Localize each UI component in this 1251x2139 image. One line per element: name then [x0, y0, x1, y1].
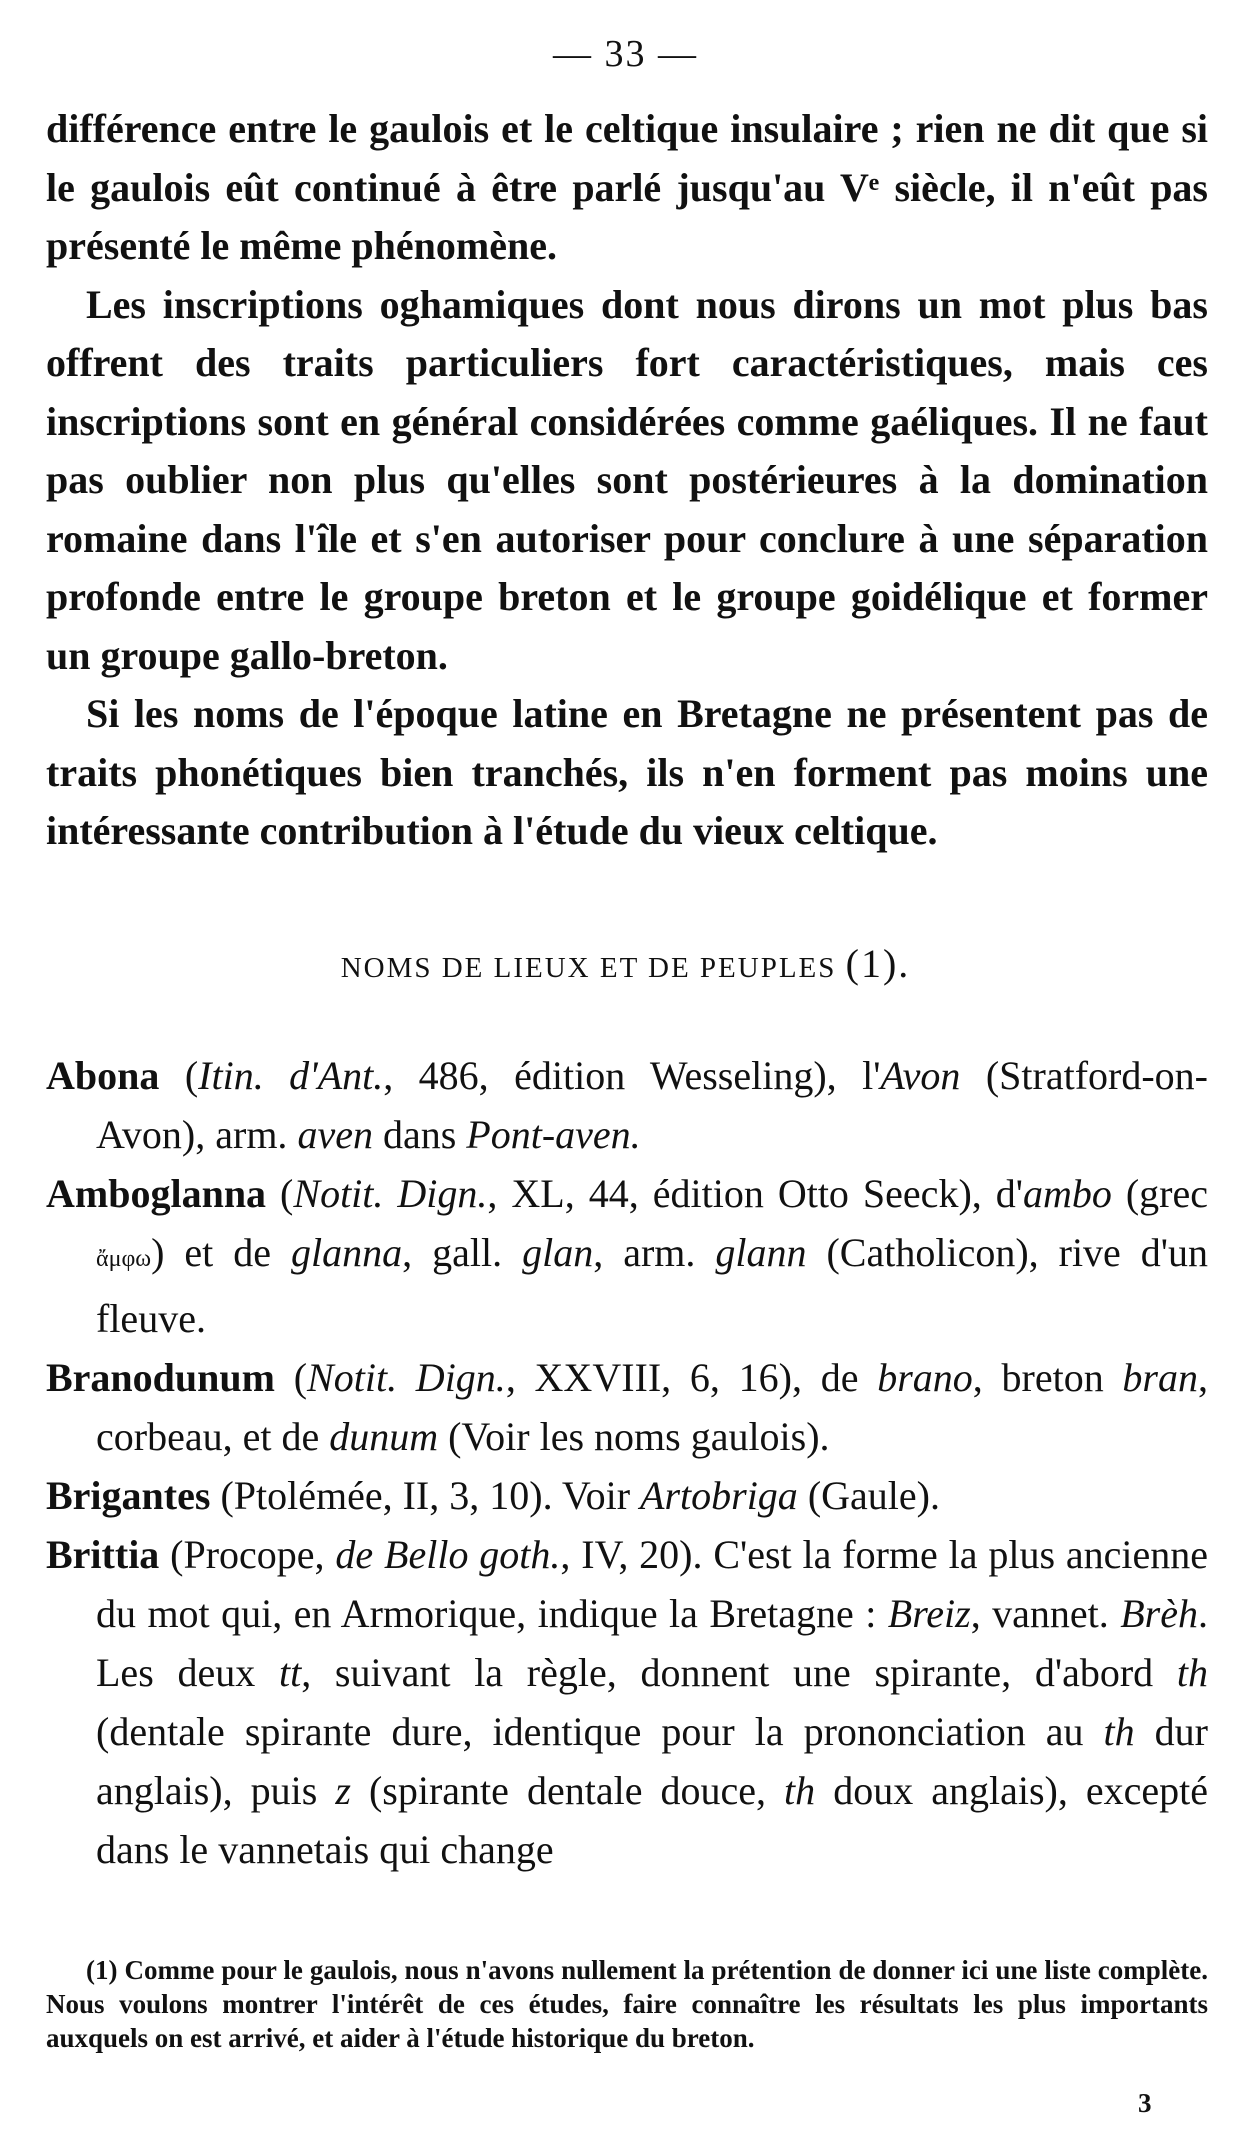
entry-text: , breton — [972, 1355, 1123, 1400]
list-item — [46, 1046, 1208, 1164]
entry-text: (Voir les noms gaulois). — [438, 1414, 830, 1459]
entry-text: (grec — [1111, 1171, 1209, 1216]
entry-text: , 486, édition Wesseling), l' — [383, 1053, 881, 1098]
list-item — [46, 1348, 1208, 1466]
entry-text: (spirante dentale douce, — [350, 1768, 785, 1813]
entry-text: (Procope, — [159, 1532, 336, 1577]
entry-text: dans — [372, 1112, 467, 1157]
entry-text: , XL, 44, édition Otto Seeck), d' — [487, 1171, 1023, 1216]
section-heading — [0, 940, 1251, 987]
italic-term: de Bello goth. — [335, 1532, 561, 1577]
italic-term: glanna — [291, 1230, 403, 1275]
list-item — [46, 1525, 1208, 1879]
entry-text: ) et de — [151, 1230, 291, 1275]
body-text — [46, 100, 1208, 861]
italic-term: Brèh — [1120, 1591, 1199, 1636]
italic-term: th — [1176, 1650, 1208, 1695]
section-title: NOMS DE LIEUX ET DE PEUPLES — [340, 952, 837, 984]
italic-term: ambo — [1022, 1171, 1112, 1216]
list-item — [46, 1164, 1208, 1348]
entry-headword: Brittia — [46, 1532, 160, 1577]
italic-term: th — [784, 1768, 816, 1813]
italic-term: Notit. Dign. — [307, 1355, 506, 1400]
list-item — [46, 1466, 1208, 1525]
italic-term: Notit. Dign. — [293, 1171, 488, 1216]
signature-mark: 3 — [1138, 2088, 1152, 2118]
entry-text: , XXVIII, 6, 16), de — [505, 1355, 878, 1400]
entry-headword: Abona — [46, 1053, 160, 1098]
italic-term: Avon — [880, 1053, 961, 1098]
entry-text: ( — [274, 1355, 308, 1400]
entry-text: , arm. — [593, 1230, 716, 1275]
italic-term: dunum — [329, 1414, 439, 1459]
entry-text: doux anglais), excepté dans le vannetais qui change — [96, 1768, 1209, 1872]
italic-term: glann — [715, 1230, 807, 1275]
italic-term: z — [335, 1768, 351, 1813]
entry-text: , IV, 20). C'est la forme la plus ancienne du mot qui, en Armorique, indique la Bretagne : — [96, 1532, 1208, 1636]
italic-term: aven — [297, 1112, 373, 1157]
italic-term: Pont-aven. — [466, 1112, 641, 1157]
entry-text: , suivant la règle, donnent une spirante, d'abord — [301, 1650, 1177, 1695]
paragraph: Si les noms de l'époque latine en Bretagne ne présentent pas de traits phonétiques bien tranchés, ils n'en forment pas moins une intéressante contribution à l'étude du vieux celtique. — [46, 691, 1208, 853]
entry-text: , corbeau, et de — [96, 1355, 1208, 1459]
entry-headword: Amboglanna — [46, 1171, 267, 1216]
entry-text: ἄμφω — [96, 1246, 152, 1272]
entry-text: , gall. — [402, 1230, 523, 1275]
entry-text: ( — [159, 1053, 199, 1098]
italic-term: glan — [522, 1230, 594, 1275]
entry-text: dur anglais), puis — [96, 1709, 1208, 1813]
italic-term: Artobriga — [640, 1473, 798, 1518]
paragraph: Les inscriptions oghamiques dont nous dirons un mot plus bas offrent des traits particuliers fort caractéristiques, mais ces inscriptions sont en général considérées comme gaéliques. Il ne faut pas oublier non plus qu'elles sont postérieures à la domination romaine dans l'île et s'en autoriser pour conclure à une séparation profonde entre le groupe breton et le groupe goidélique et former un groupe gallo-breton. — [46, 281, 1208, 678]
entry-headword: Branodunum — [46, 1355, 275, 1400]
paragraph: différence entre le gaulois et le celtique insulaire ; rien ne dit que si le gaulois eût continué à être parlé jusqu'au Vᵉ siècle, il n'eût pas présenté le même phénomène. — [46, 106, 1208, 268]
italic-term: Itin. d'Ant. — [198, 1053, 384, 1098]
italic-term: bran — [1122, 1355, 1198, 1400]
entry-text: (Gaule). — [797, 1473, 940, 1518]
italic-term: brano — [877, 1355, 973, 1400]
italic-term: Breiz — [887, 1591, 971, 1636]
footnote-reference: (1). — [845, 941, 911, 986]
italic-term: th — [1103, 1709, 1135, 1754]
entry-headword: Brigantes — [46, 1473, 211, 1518]
entry-text: (Stratford-on-Avon), arm. — [96, 1053, 1208, 1157]
footnote: (1) Comme pour le gaulois, nous n'avons nullement la prétention de donner ici une liste complète. Nous voulons montrer l'intérêt de ces études, faire connaître les résultats les plus importants auxquels on est arrivé, et aider à l'étude historique du breton. — [46, 1955, 1208, 2053]
entry-text: (Catholicon), rive d'un fleuve. — [96, 1230, 1208, 1341]
entry-text: (dentale spirante dure, identique pour la prononciation au — [96, 1709, 1104, 1754]
entry-text: . Les deux — [96, 1591, 1209, 1695]
entry-list — [46, 1046, 1208, 1879]
entry-text: , vannet. — [970, 1591, 1121, 1636]
entry-text: ( — [266, 1171, 294, 1216]
page-number: — 33 — — [553, 33, 698, 75]
italic-term: tt — [278, 1650, 302, 1695]
entry-text: (Ptolémée, II, 3, 10). Voir — [210, 1473, 641, 1518]
